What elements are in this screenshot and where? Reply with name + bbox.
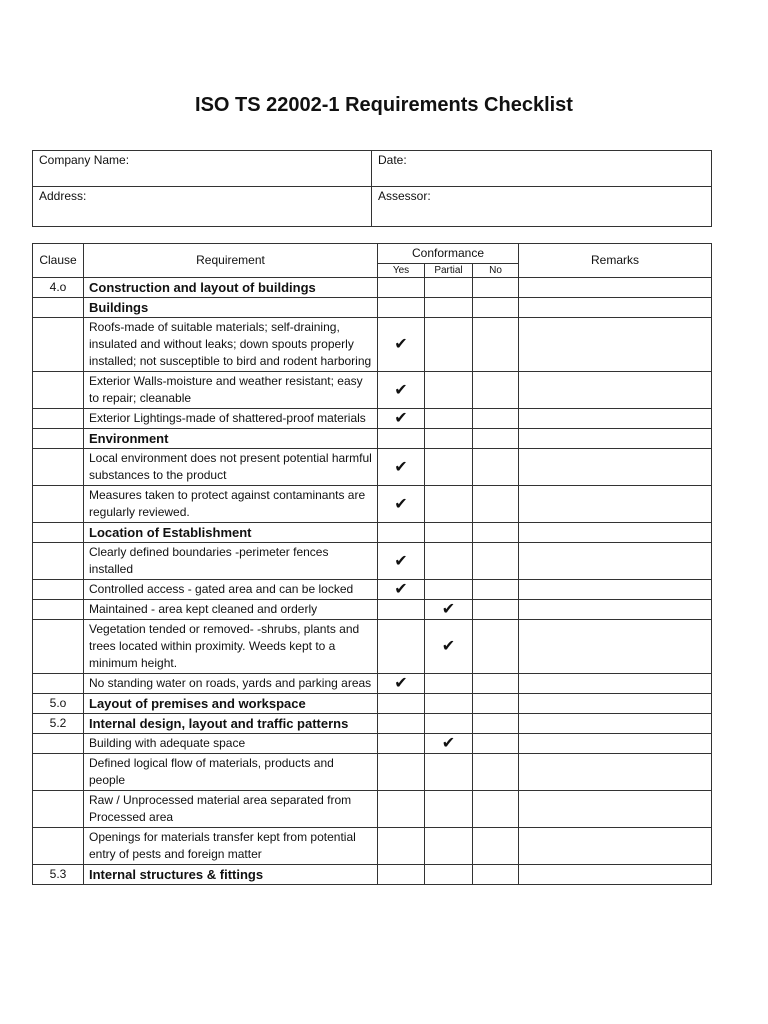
table-row	[33, 754, 712, 791]
no-cell[interactable]	[473, 580, 519, 600]
yes-cell[interactable]	[378, 372, 425, 409]
yes-cell[interactable]	[378, 714, 425, 734]
requirement-cell: Clearly defined boundaries -perimeter fences installed	[84, 543, 378, 580]
yes-cell[interactable]	[378, 429, 425, 449]
clause-cell	[33, 449, 84, 486]
requirement-cell: Internal design, layout and traffic patterns	[84, 714, 378, 734]
table-row	[33, 429, 712, 449]
yes-header: Yes	[378, 264, 425, 278]
clause-cell	[33, 429, 84, 449]
checklist-table	[32, 243, 712, 885]
requirement-cell: Measures taken to protect against contaminants are regularly reviewed.	[84, 486, 378, 523]
yes-cell[interactable]	[378, 409, 425, 429]
company-name-field[interactable]: Company Name:	[33, 151, 372, 187]
check-mark-icon: ✔	[394, 495, 408, 513]
yes-cell[interactable]	[378, 449, 425, 486]
table-row	[33, 674, 712, 694]
table-row	[33, 620, 712, 674]
partial-cell[interactable]	[425, 372, 473, 409]
requirement-cell: Roofs-made of suitable materials; self-draining, insulated and without leaks; down spouts properly installed; not susceptible to bird and rodent harboring	[84, 318, 378, 372]
partial-cell[interactable]	[425, 600, 473, 620]
check-mark-icon: ✔	[394, 581, 408, 598]
clause-cell	[33, 600, 84, 620]
no-cell[interactable]	[473, 523, 519, 543]
check-mark-icon: ✔	[394, 675, 408, 692]
partial-cell[interactable]	[425, 694, 473, 714]
clause-cell	[33, 734, 84, 754]
no-cell[interactable]	[473, 714, 519, 734]
date-field[interactable]: Date:	[372, 151, 712, 187]
requirement-cell: Environment	[84, 429, 378, 449]
requirement-cell: Exterior Walls-moisture and weather resistant; easy to repair; cleanable	[84, 372, 378, 409]
no-cell[interactable]	[473, 372, 519, 409]
clause-cell	[33, 754, 84, 791]
no-cell[interactable]	[473, 674, 519, 694]
requirement-cell: Openings for materials transfer kept from potential entry of pests and foreign matter	[84, 828, 378, 865]
no-cell[interactable]	[473, 409, 519, 429]
clause-cell	[33, 409, 84, 429]
table-row	[33, 580, 712, 600]
remarks-cell[interactable]	[519, 714, 712, 734]
table-row	[33, 543, 712, 580]
remarks-cell[interactable]	[519, 620, 712, 674]
clause-cell: 5.2	[33, 714, 84, 734]
clause-header: Clause	[33, 244, 84, 278]
yes-cell[interactable]	[378, 791, 425, 828]
requirement-cell: Construction and layout of buildings	[84, 278, 378, 298]
table-row	[33, 449, 712, 486]
remarks-cell[interactable]	[519, 694, 712, 714]
partial-cell[interactable]	[425, 620, 473, 674]
requirement-cell: Building with adequate space	[84, 734, 378, 754]
no-cell[interactable]	[473, 278, 519, 298]
remarks-cell[interactable]	[519, 734, 712, 754]
remarks-header: Remarks	[519, 244, 712, 278]
requirement-cell: Defined logical flow of materials, products and people	[84, 754, 378, 791]
yes-cell[interactable]	[378, 694, 425, 714]
partial-cell[interactable]	[425, 543, 473, 580]
partial-cell[interactable]	[425, 318, 473, 372]
table-row	[33, 486, 712, 523]
table-row	[33, 734, 712, 754]
remarks-cell[interactable]	[519, 600, 712, 620]
clause-cell	[33, 318, 84, 372]
yes-cell[interactable]	[378, 486, 425, 523]
remarks-cell[interactable]	[519, 754, 712, 791]
no-cell[interactable]	[473, 600, 519, 620]
requirement-cell: Location of Establishment	[84, 523, 378, 543]
check-mark-icon: ✔	[394, 410, 408, 427]
remarks-cell[interactable]	[519, 580, 712, 600]
partial-cell[interactable]	[425, 674, 473, 694]
remarks-cell[interactable]	[519, 486, 712, 523]
table-row	[33, 791, 712, 828]
remarks-cell[interactable]	[519, 372, 712, 409]
remarks-cell[interactable]	[519, 278, 712, 298]
table-row	[33, 409, 712, 429]
remarks-cell[interactable]	[519, 298, 712, 318]
clause-cell: 5.o	[33, 694, 84, 714]
no-cell[interactable]	[473, 543, 519, 580]
clause-cell: 4.o	[33, 278, 84, 298]
partial-cell[interactable]	[425, 714, 473, 734]
no-cell[interactable]	[473, 791, 519, 828]
remarks-cell[interactable]	[519, 791, 712, 828]
no-cell[interactable]	[473, 449, 519, 486]
no-cell[interactable]	[473, 754, 519, 791]
partial-cell[interactable]	[425, 409, 473, 429]
remarks-cell[interactable]	[519, 409, 712, 429]
clause-cell	[33, 580, 84, 600]
clause-cell	[33, 523, 84, 543]
partial-cell[interactable]	[425, 791, 473, 828]
assessor-field[interactable]: Assessor:	[372, 187, 712, 227]
no-cell[interactable]	[473, 865, 519, 885]
remarks-cell[interactable]	[519, 429, 712, 449]
no-cell[interactable]	[473, 828, 519, 865]
remarks-cell[interactable]	[519, 318, 712, 372]
yes-cell[interactable]	[378, 523, 425, 543]
partial-cell[interactable]	[425, 754, 473, 791]
clause-cell	[33, 620, 84, 674]
remarks-cell[interactable]	[519, 674, 712, 694]
conformance-header: Conformance	[378, 244, 519, 264]
clause-cell	[33, 543, 84, 580]
partial-cell[interactable]	[425, 828, 473, 865]
table-row	[33, 600, 712, 620]
requirement-cell: Controlled access - gated area and can be locked	[84, 580, 378, 600]
clause-cell	[33, 298, 84, 318]
yes-cell[interactable]	[378, 543, 425, 580]
partial-cell[interactable]	[425, 278, 473, 298]
yes-cell[interactable]	[378, 600, 425, 620]
remarks-cell[interactable]	[519, 523, 712, 543]
address-field[interactable]: Address:	[33, 187, 372, 227]
partial-cell[interactable]	[425, 580, 473, 600]
requirement-cell: Layout of premises and workspace	[84, 694, 378, 714]
page-title: ISO TS 22002-1 Requirements Checklist	[195, 94, 573, 116]
partial-cell[interactable]	[425, 523, 473, 543]
requirement-cell: Raw / Unprocessed material area separated from Processed area	[84, 791, 378, 828]
no-cell[interactable]	[473, 734, 519, 754]
requirement-cell: Exterior Lightings-made of shattered-proof materials	[84, 409, 378, 429]
table-row	[33, 523, 712, 543]
no-cell[interactable]	[473, 318, 519, 372]
requirement-cell: No standing water on roads, yards and parking areas	[84, 674, 378, 694]
partial-cell[interactable]	[425, 429, 473, 449]
partial-cell[interactable]	[425, 449, 473, 486]
table-row	[33, 318, 712, 372]
remarks-cell[interactable]	[519, 449, 712, 486]
yes-cell[interactable]	[378, 298, 425, 318]
yes-cell[interactable]	[378, 674, 425, 694]
no-cell[interactable]	[473, 298, 519, 318]
info-table	[32, 150, 712, 227]
requirement-header: Requirement	[84, 244, 378, 278]
table-row	[33, 694, 712, 714]
partial-cell[interactable]	[425, 298, 473, 318]
check-mark-icon: ✔	[394, 381, 408, 399]
table-row	[33, 865, 712, 885]
no-cell[interactable]	[473, 694, 519, 714]
yes-cell[interactable]	[378, 318, 425, 372]
yes-cell[interactable]	[378, 734, 425, 754]
partial-cell[interactable]	[425, 734, 473, 754]
no-header: No	[473, 264, 519, 278]
requirement-cell: Local environment does not present potential harmful substances to the product	[84, 449, 378, 486]
requirement-cell: Vegetation tended or removed- -shrubs, plants and trees located within proximity. Weeds kept to a minimum height.	[84, 620, 378, 674]
yes-cell[interactable]	[378, 278, 425, 298]
table-row	[33, 278, 712, 298]
yes-cell[interactable]	[378, 754, 425, 791]
clause-cell	[33, 791, 84, 828]
table-row	[33, 828, 712, 865]
requirement-cell: Internal structures & fittings	[84, 865, 378, 885]
check-mark-icon: ✔	[441, 735, 456, 752]
check-mark-icon: ✔	[441, 601, 456, 618]
requirement-cell: Buildings	[84, 298, 378, 318]
no-cell[interactable]	[473, 429, 519, 449]
table-row	[33, 372, 712, 409]
partial-cell[interactable]	[425, 865, 473, 885]
partial-cell[interactable]	[425, 486, 473, 523]
no-cell[interactable]	[473, 620, 519, 674]
clause-cell	[33, 486, 84, 523]
no-cell[interactable]	[473, 486, 519, 523]
remarks-cell[interactable]	[519, 828, 712, 865]
remarks-cell[interactable]	[519, 865, 712, 885]
check-mark-icon: ✔	[394, 552, 408, 570]
clause-cell: 5.3	[33, 865, 84, 885]
clause-cell	[33, 674, 84, 694]
check-mark-icon: ✔	[394, 336, 408, 353]
check-mark-icon: ✔	[394, 458, 408, 476]
clause-cell	[33, 372, 84, 409]
yes-cell[interactable]	[378, 580, 425, 600]
yes-cell[interactable]	[378, 828, 425, 865]
yes-cell[interactable]	[378, 620, 425, 674]
table-row	[33, 298, 712, 318]
table-row	[33, 714, 712, 734]
requirement-cell: Maintained - area kept cleaned and orderly	[84, 600, 378, 620]
check-mark-icon: ✔	[441, 638, 456, 655]
yes-cell[interactable]	[378, 865, 425, 885]
clause-cell	[33, 828, 84, 865]
partial-header: Partial	[425, 264, 473, 278]
remarks-cell[interactable]	[519, 543, 712, 580]
